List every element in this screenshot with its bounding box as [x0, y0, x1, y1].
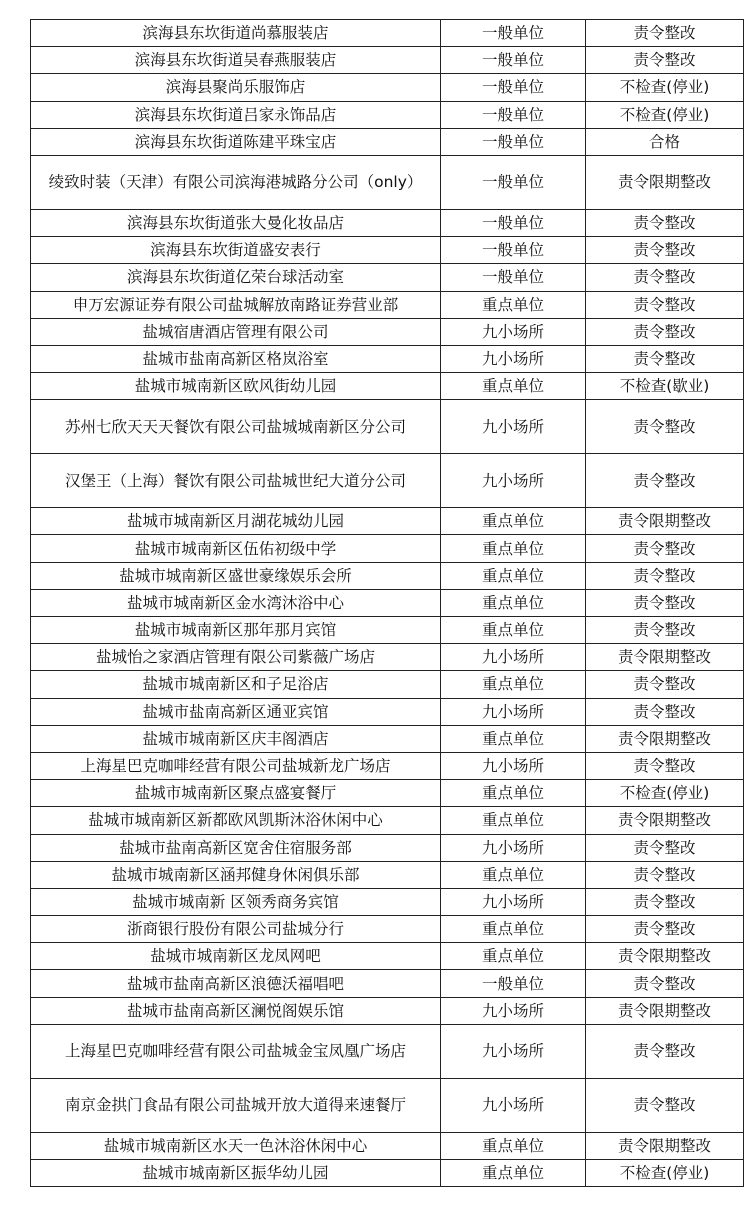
inspection-result-cell: 责令整改 [586, 400, 744, 454]
table-row [31, 970, 744, 997]
unit-category-cell: 九小场所 [441, 888, 586, 915]
table-row [31, 807, 744, 834]
inspection-result-cell: 合格 [586, 128, 744, 155]
table-row [31, 1078, 744, 1132]
unit-category-cell: 一般单位 [441, 209, 586, 236]
inspection-result-cell: 责令限期整改 [586, 943, 744, 970]
inspection-result-cell: 不检查(停业) [586, 780, 744, 807]
unit-category-cell: 重点单位 [441, 1132, 586, 1159]
inspection-result-cell: 不检查(停业) [586, 74, 744, 101]
inspection-result-cell: 不检查(停业) [586, 1160, 744, 1187]
unit-name-cell: 盐城市城南新区金水湾沐浴中心 [31, 589, 441, 616]
unit-category-cell: 九小场所 [441, 1078, 586, 1132]
unit-category-cell: 九小场所 [441, 997, 586, 1024]
unit-category-cell: 一般单位 [441, 970, 586, 997]
table-row [31, 20, 744, 47]
unit-name-cell: 南京金拱门食品有限公司盐城开放大道得来速餐厅 [31, 1078, 441, 1132]
table-body [31, 20, 744, 1187]
inspection-result-cell: 责令限期整改 [586, 508, 744, 535]
unit-name-cell: 上海星巴克咖啡经营有限公司盐城新龙广场店 [31, 752, 441, 779]
table-row [31, 155, 744, 209]
inspection-result-cell: 责令整改 [586, 345, 744, 372]
unit-name-cell: 盐城市城南新区新都欧风凯斯沐浴休闲中心 [31, 807, 441, 834]
table-row [31, 562, 744, 589]
unit-name-cell: 滨海县东坎街道盛安表行 [31, 237, 441, 264]
table-row [31, 1132, 744, 1159]
unit-name-cell: 滨海县东坎街道陈建平珠宝店 [31, 128, 441, 155]
table-row [31, 209, 744, 236]
unit-name-cell: 盐城市城南新区伍佑初级中学 [31, 535, 441, 562]
table-row [31, 74, 744, 101]
unit-category-cell: 一般单位 [441, 155, 586, 209]
table-row [31, 997, 744, 1024]
unit-name-cell: 滨海县东坎街道张大曼化妆品店 [31, 209, 441, 236]
table-row [31, 47, 744, 74]
inspection-result-cell: 责令整改 [586, 454, 744, 508]
unit-name-cell: 盐城市城南新区月湖花城幼儿园 [31, 508, 441, 535]
unit-category-cell: 九小场所 [441, 1024, 586, 1078]
inspection-result-cell: 责令整改 [586, 1024, 744, 1078]
table-row [31, 400, 744, 454]
inspection-result-cell: 责令整改 [586, 264, 744, 291]
unit-category-cell: 九小场所 [441, 318, 586, 345]
unit-category-cell: 一般单位 [441, 20, 586, 47]
unit-category-cell: 九小场所 [441, 752, 586, 779]
unit-name-cell: 申万宏源证券有限公司盐城解放南路证券营业部 [31, 291, 441, 318]
unit-category-cell: 九小场所 [441, 345, 586, 372]
unit-name-cell: 盐城怡之家酒店管理有限公司紫薇广场店 [31, 644, 441, 671]
inspection-result-cell: 责令限期整改 [586, 1132, 744, 1159]
inspection-result-cell: 责令整改 [586, 20, 744, 47]
table-row [31, 617, 744, 644]
inspection-result-cell: 责令整改 [586, 617, 744, 644]
unit-category-cell: 重点单位 [441, 562, 586, 589]
unit-category-cell: 重点单位 [441, 1160, 586, 1187]
unit-name-cell: 滨海县东坎街道尚慕服装店 [31, 20, 441, 47]
inspection-result-cell: 责令限期整改 [586, 725, 744, 752]
unit-name-cell: 盐城宿唐酒店管理有限公司 [31, 318, 441, 345]
unit-name-cell: 盐城市城南新区振华幼儿园 [31, 1160, 441, 1187]
inspection-result-cell: 责令限期整改 [586, 644, 744, 671]
inspection-result-cell: 责令整改 [586, 752, 744, 779]
unit-name-cell: 盐城市盐南高新区澜悦阁娱乐馆 [31, 997, 441, 1024]
unit-category-cell: 重点单位 [441, 916, 586, 943]
unit-name-cell: 盐城市盐南高新区宽舍住宿服务部 [31, 834, 441, 861]
unit-category-cell: 重点单位 [441, 617, 586, 644]
table-row [31, 644, 744, 671]
unit-name-cell: 上海星巴克咖啡经营有限公司盐城金宝凤凰广场店 [31, 1024, 441, 1078]
inspection-result-cell: 责令整改 [586, 1078, 744, 1132]
unit-name-cell: 汉堡王（上海）餐饮有限公司盐城世纪大道分公司 [31, 454, 441, 508]
unit-name-cell: 盐城市城南新区和子足浴店 [31, 671, 441, 698]
unit-name-cell: 盐城市城南新 区领秀商务宾馆 [31, 888, 441, 915]
unit-name-cell: 盐城市城南新区盛世豪缘娱乐会所 [31, 562, 441, 589]
unit-category-cell: 一般单位 [441, 47, 586, 74]
unit-name-cell: 滨海县聚尚乐服饰店 [31, 74, 441, 101]
inspection-result-cell: 责令整改 [586, 562, 744, 589]
table-row [31, 264, 744, 291]
table-row [31, 671, 744, 698]
unit-category-cell: 一般单位 [441, 264, 586, 291]
inspection-result-cell: 责令整改 [586, 671, 744, 698]
inspection-result-cell: 责令整改 [586, 237, 744, 264]
unit-category-cell: 九小场所 [441, 400, 586, 454]
table-row [31, 291, 744, 318]
unit-name-cell: 盐城市城南新区涵邦健身休闲俱乐部 [31, 861, 441, 888]
unit-category-cell: 一般单位 [441, 237, 586, 264]
table-row [31, 752, 744, 779]
inspection-result-cell: 责令整改 [586, 834, 744, 861]
table-row [31, 345, 744, 372]
table-row [31, 1024, 744, 1078]
unit-name-cell: 盐城市城南新区水天一色沐浴休闲中心 [31, 1132, 441, 1159]
table-row [31, 1160, 744, 1187]
unit-category-cell: 一般单位 [441, 74, 586, 101]
table-row [31, 725, 744, 752]
inspection-result-cell: 责令整改 [586, 291, 744, 318]
inspection-result-cell: 责令整改 [586, 888, 744, 915]
unit-category-cell: 一般单位 [441, 128, 586, 155]
unit-name-cell: 盐城市城南新区那年那月宾馆 [31, 617, 441, 644]
unit-name-cell: 滨海县东坎街道亿荣台球活动室 [31, 264, 441, 291]
unit-category-cell: 九小场所 [441, 834, 586, 861]
table-row [31, 128, 744, 155]
unit-category-cell: 九小场所 [441, 698, 586, 725]
table-row [31, 943, 744, 970]
unit-category-cell: 重点单位 [441, 861, 586, 888]
unit-name-cell: 盐城市城南新区庆丰阁酒店 [31, 725, 441, 752]
table-row [31, 508, 744, 535]
inspection-result-cell: 责令整改 [586, 318, 744, 345]
inspection-result-cell: 责令整改 [586, 589, 744, 616]
inspection-result-cell: 责令整改 [586, 209, 744, 236]
unit-category-cell: 重点单位 [441, 671, 586, 698]
table-row [31, 318, 744, 345]
inspection-result-cell: 责令整改 [586, 535, 744, 562]
table-row [31, 237, 744, 264]
table-row [31, 101, 744, 128]
unit-category-cell: 一般单位 [441, 101, 586, 128]
table-row [31, 373, 744, 400]
unit-name-cell: 盐城市城南新区聚点盛宴餐厅 [31, 780, 441, 807]
inspection-results-table [30, 19, 744, 1187]
table-row [31, 780, 744, 807]
inspection-result-cell: 责令整改 [586, 861, 744, 888]
unit-name-cell: 盐城市城南新区龙凤网吧 [31, 943, 441, 970]
inspection-result-cell: 不检查(停业) [586, 101, 744, 128]
inspection-result-cell: 责令限期整改 [586, 997, 744, 1024]
table-row [31, 589, 744, 616]
unit-category-cell: 九小场所 [441, 644, 586, 671]
unit-name-cell: 盐城市盐南高新区格岚浴室 [31, 345, 441, 372]
table-row [31, 454, 744, 508]
unit-name-cell: 滨海县东坎街道吕家永饰品店 [31, 101, 441, 128]
unit-name-cell: 滨海县东坎街道吴春燕服装店 [31, 47, 441, 74]
unit-name-cell: 苏州七欣天天天餐饮有限公司盐城城南新区分公司 [31, 400, 441, 454]
table-row [31, 834, 744, 861]
unit-name-cell: 盐城市城南新区欧风街幼儿园 [31, 373, 441, 400]
table-row [31, 916, 744, 943]
unit-category-cell: 九小场所 [441, 454, 586, 508]
unit-name-cell: 盐城市盐南高新区浪德沃福唱吧 [31, 970, 441, 997]
unit-category-cell: 重点单位 [441, 780, 586, 807]
unit-category-cell: 重点单位 [441, 807, 586, 834]
inspection-result-cell: 不检查(歇业) [586, 373, 744, 400]
unit-category-cell: 重点单位 [441, 589, 586, 616]
unit-category-cell: 重点单位 [441, 943, 586, 970]
table-row [31, 888, 744, 915]
inspection-result-cell: 责令限期整改 [586, 155, 744, 209]
table-row [31, 698, 744, 725]
inspection-result-cell: 责令限期整改 [586, 807, 744, 834]
table-row [31, 861, 744, 888]
unit-category-cell: 重点单位 [441, 291, 586, 318]
inspection-result-cell: 责令整改 [586, 47, 744, 74]
unit-name-cell: 盐城市盐南高新区通亚宾馆 [31, 698, 441, 725]
unit-category-cell: 重点单位 [441, 508, 586, 535]
unit-category-cell: 重点单位 [441, 535, 586, 562]
inspection-result-cell: 责令整改 [586, 970, 744, 997]
unit-category-cell: 重点单位 [441, 725, 586, 752]
table-row [31, 535, 744, 562]
inspection-result-cell: 责令整改 [586, 698, 744, 725]
unit-name-cell: 绫致时装（天津）有限公司滨海港城路分公司（only） [31, 155, 441, 209]
inspection-result-cell: 责令整改 [586, 916, 744, 943]
unit-name-cell: 浙商银行股份有限公司盐城分行 [31, 916, 441, 943]
unit-category-cell: 重点单位 [441, 373, 586, 400]
